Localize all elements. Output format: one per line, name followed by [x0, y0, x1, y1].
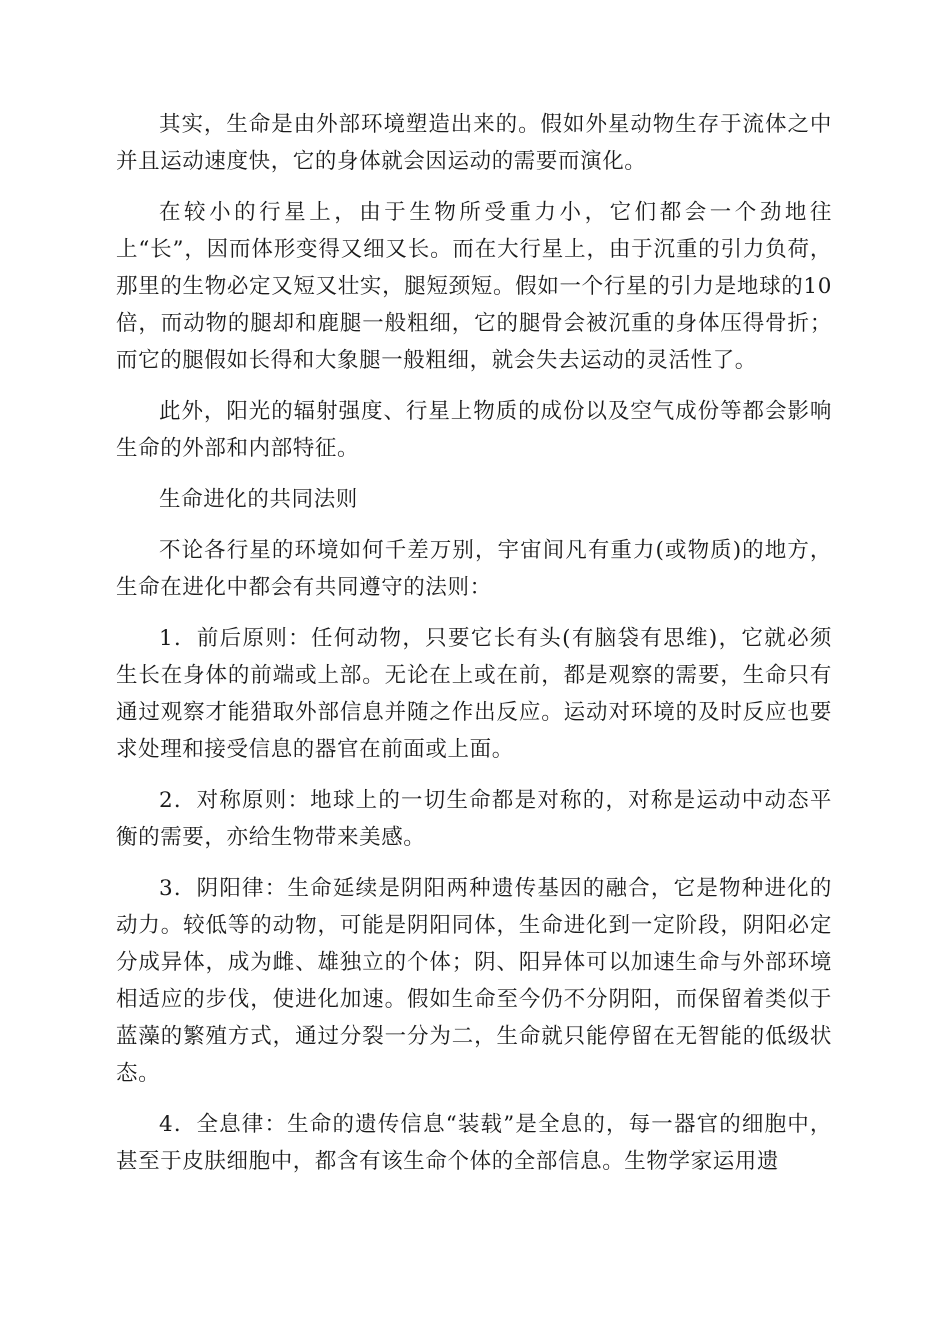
document-body: [116, 106, 832, 1194]
paragraph-yin-yang-law: 3．阴阳律：生命延续是阴阳两种遗传基因的融合，它是物种进化的动力。较低等的动物，可能是阴阳同体，生命进化到一定阶段，阴阳必定分成异体，成为雌、雄独立的个体；阴、阳异体可以加速生命与外部环境相适应的步伐，使进化加速。假如生命至今仍不分阴阳，而保留着类似于蓝藻的繁殖方式，通过分裂一分为二，生命就只能停留在无智能的低级状态。: [116, 876, 832, 1086]
paragraph-laws-intro: 不论各行星的环境如何千差万别，宇宙间凡有重力(或物质)的地方，生命在进化中都会有共同遵守的法则：: [116, 538, 832, 600]
paragraph-holographic-law: 4．全息律：生命的遗传信息“装载”是全息的，每一器官的细胞中，甚至于皮肤细胞中，都含有该生命个体的全部信息。生物学家运用遗: [116, 1112, 832, 1174]
section-heading-common-laws: 生命进化的共同法则: [159, 487, 358, 512]
paragraph-life-shaped-by-environment: 其实，生命是由外部环境塑造出来的。假如外星动物生存于流体之中并且运动速度快，它的身体就会因运动的需要而演化。: [116, 112, 832, 174]
paragraph-symmetry-principle: 2．对称原则：地球上的一切生命都是对称的，对称是运动中动态平衡的需要，亦给生物带来美感。: [116, 788, 832, 850]
paragraph-gravity-effects: 在较小的行星上，由于生物所受重力小，它们都会一个劲地往上“长”，因而体形变得又细又长。而在大行星上，由于沉重的引力负荷，那里的生物必定又短又壮实，腿短颈短。假如一个行星的引力是地球的10倍，而动物的腿却和鹿腿一般粗细，它的腿骨会被沉重的身体压得骨折；而它的腿假如长得和大象腿一般粗细，就会失去运动的灵活性了。: [116, 200, 832, 373]
paragraph-other-factors: 此外，阳光的辐射强度、行星上物质的成份以及空气成份等都会影响生命的外部和内部特征。: [116, 399, 832, 461]
paragraph-front-back-principle: 1．前后原则：任何动物，只要它长有头(有脑袋有思维)，它就必须生长在身体的前端或上部。无论在上或在前，都是观察的需要，生命只有通过观察才能猎取外部信息并随之作出反应。运动对环境的及时反应也要求处理和接受信息的器官在前面或上面。: [116, 626, 832, 762]
